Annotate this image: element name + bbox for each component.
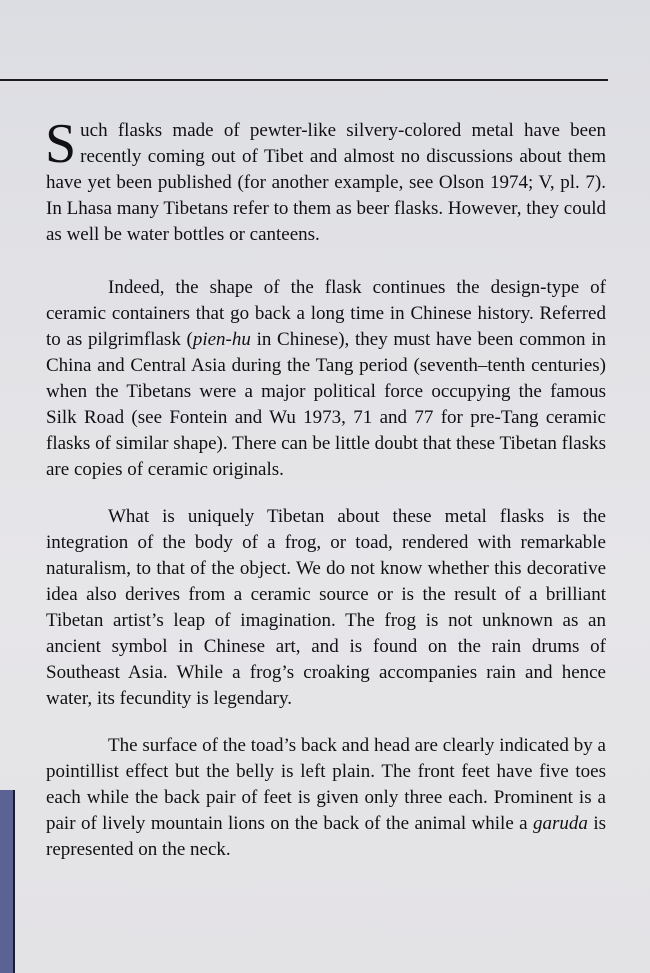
paragraph-4-text-b: is represented on the neck. bbox=[46, 813, 606, 860]
drop-cap: S bbox=[45, 113, 77, 175]
paragraph-3 bbox=[46, 504, 606, 712]
paragraph-3-text: What is uniquely Tibetan about these metal flasks is the integration of the body of a frog, or toad, rendered with remarkable naturalism, to that of the object. We do not know whether this decorative idea also derives from a ceramic source or is the result of a brilliant Tibetan artist’s leap of imagination. The frog is not unknown as an ancient symbol in Chinese art, and is found on the rain drums of Southeast Asia. While a frog’s croaking accompanies rain and hence water, its fecundity is legendary. bbox=[46, 506, 606, 709]
paragraph-1 bbox=[45, 113, 606, 248]
paragraph-2 bbox=[46, 275, 606, 483]
paragraph-4-text-a: The surface of the toad’s back and head are clearly indicated by a pointillist effect but the belly is left plain. The front feet have five toes each while the back pair of feet is given only three each. Prominent is a pair of lively mountain lions on the back of the animal while a bbox=[46, 735, 606, 834]
paragraph-2-text-b: in Chinese), they must have been common in China and Central Asia during the Tang period (seventh–tenth centuries) when the Tibetans were a major political force occupying the famous Silk Road (see Fontein and Wu 1973, 71 and 77 for pre-Tang ceramic flasks of similar shape). There can be little doubt that these Tibetan flasks are copies of ceramic originals. bbox=[46, 329, 607, 480]
italic-term-pien-hu: pien-hu bbox=[192, 329, 251, 350]
paragraph-2-text-a: Indeed, the shape of the flask continues the design-type of ceramic containers that go back a long time in Chinese history. Referred to as pilgrimflask ( bbox=[46, 277, 606, 350]
header-rule bbox=[0, 79, 608, 81]
paragraph-1-text: uch flasks made of pewter-like silvery-colored metal have been recently coming out of Tibet and almost no discussions about them have yet been published (for another example, see Olson 1974; V, pl. 7). In Lhasa many Tibetans refer to them as beer flasks. However, they could as well be water bottles or canteens. bbox=[46, 120, 606, 245]
body-text bbox=[45, 113, 607, 863]
side-color-bar bbox=[0, 790, 15, 973]
italic-term-garuda: garuda bbox=[533, 813, 588, 834]
paragraph-4 bbox=[46, 733, 606, 863]
